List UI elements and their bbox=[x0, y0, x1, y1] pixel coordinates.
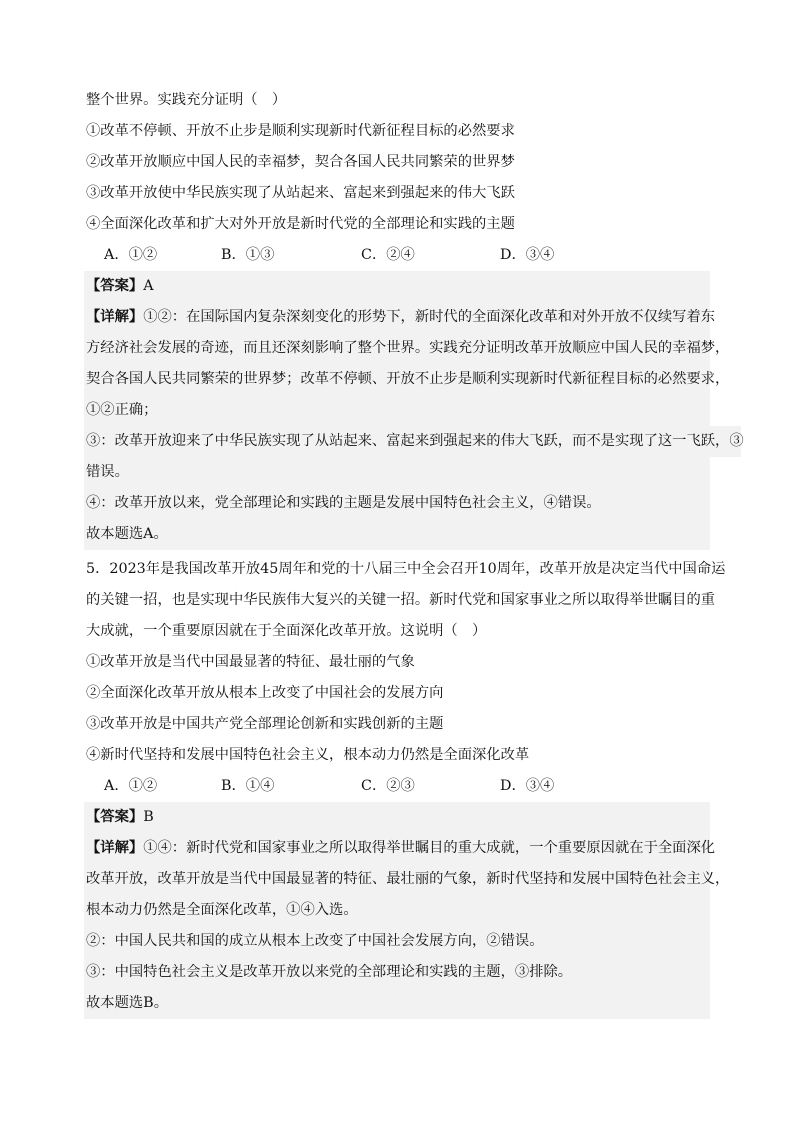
option-b: B．①④ bbox=[221, 778, 275, 794]
detail-text: ①②正确； bbox=[86, 402, 158, 418]
option-d: D．③④ bbox=[500, 778, 555, 794]
statement-item: ②全面深化改革开放从根本上改变了中国社会的发展方向 bbox=[86, 685, 444, 701]
option-a: A．①② bbox=[104, 778, 158, 794]
option-b: B．①③ bbox=[221, 247, 275, 263]
answer-value: B bbox=[143, 809, 154, 825]
detail-text: ①④：新时代党和国家事业之所以取得举世瞩目的重大成就，一个重要原因就在于全面深化 bbox=[143, 840, 716, 856]
answer-line bbox=[86, 802, 154, 833]
option-a: A．①② bbox=[104, 247, 158, 263]
detail-label: 【详解】 bbox=[86, 309, 144, 325]
statement-item: ③改革开放是中国共产党全部理论创新和实践创新的主题 bbox=[86, 716, 444, 732]
detail-shade bbox=[84, 988, 710, 1019]
detail-text: 契合各国人民共同繁荣的世界梦；改革不停顿、开放不止步是顺利实现新时代新征程目标的必然要求， bbox=[86, 371, 730, 387]
question-stem: 5．2023年是我国改革开放45周年和党的十八届三中全会召开10周年，改革开放是决定当代中国命运 bbox=[86, 561, 726, 577]
statement-item: ④全面深化改革和扩大对外开放是新时代党的全部理论和实践的主题 bbox=[86, 216, 515, 232]
option-c: C．②③ bbox=[361, 778, 415, 794]
answer-shade bbox=[84, 271, 710, 302]
detail-label: 【详解】 bbox=[86, 840, 144, 856]
detail-text: 故本题选A。 bbox=[86, 526, 168, 542]
detail-line bbox=[86, 833, 715, 864]
option-d: D．③④ bbox=[500, 247, 555, 263]
statement-item: ①改革不停顿、开放不止步是顺利实现新时代新征程目标的必然要求 bbox=[86, 123, 515, 139]
detail-text: 故本题选B。 bbox=[86, 995, 168, 1011]
detail-line bbox=[86, 302, 715, 333]
detail-shade bbox=[84, 519, 710, 550]
detail-text: ④：改革开放以来，党全部理论和实践的主题是发展中国特色社会主义，④错误。 bbox=[86, 495, 601, 511]
detail-text: ③：中国特色社会主义是改革开放以来党的全部理论和实践的主题，③排除。 bbox=[86, 964, 573, 980]
answer-label: 【答案】 bbox=[86, 278, 144, 294]
answer-shade bbox=[84, 802, 710, 833]
option-c: C．②④ bbox=[361, 247, 415, 263]
detail-shade bbox=[84, 457, 710, 488]
answer-line bbox=[86, 271, 154, 302]
detail-text: 错误。 bbox=[86, 464, 129, 480]
answer-value: A bbox=[143, 278, 154, 294]
statement-item: ③改革开放使中华民族实现了从站起来、富起来到强起来的伟大飞跃 bbox=[86, 185, 515, 201]
detail-text: ③：改革开放迎来了中华民族实现了从站起来、富起来到强起来的伟大飞跃，而不是实现了这一飞跃，③ bbox=[86, 433, 744, 449]
detail-text: 改革开放，改革开放是当代中国最显著的特征、最壮丽的气象，新时代坚持和发展中国特色社会主义， bbox=[86, 871, 730, 887]
detail-text: 根本动力仍然是全面深化改革，①④入选。 bbox=[86, 902, 358, 918]
answer-label: 【答案】 bbox=[86, 809, 144, 825]
detail-text: 方经济社会发展的奇迹，而且还深刻影响了整个世界。实践充分证明改革开放顺应中国人民的幸福梦， bbox=[86, 340, 730, 356]
question-stem: 大成就，一个重要原因就在于全面深化改革开放。这说明（ ） bbox=[86, 623, 487, 639]
statement-item: ①改革开放是当代中国最显著的特征、最壮丽的气象 bbox=[86, 654, 415, 670]
question-stem: 的关键一招，也是实现中华民族伟大复兴的关键一招。新时代党和国家事业之所以取得举世瞩目的重 bbox=[86, 592, 716, 608]
detail-shade bbox=[84, 395, 710, 426]
detail-text: ①②：在国际国内复杂深刻变化的形势下，新时代的全面深化改革和对外开放不仅续写着东 bbox=[143, 309, 716, 325]
statement-item: ④新时代坚持和发展中国特色社会主义，根本动力仍然是全面深化改革 bbox=[86, 747, 530, 763]
detail-text: ②：中国人民共和国的成立从根本上改变了中国社会发展方向，②错误。 bbox=[86, 933, 544, 949]
statement-item: ②改革开放顺应中国人民的幸福梦，契合各国人民共同繁荣的世界梦 bbox=[86, 154, 515, 170]
question-stem-tail: 整个世界。实践充分证明（ ） bbox=[86, 92, 287, 108]
